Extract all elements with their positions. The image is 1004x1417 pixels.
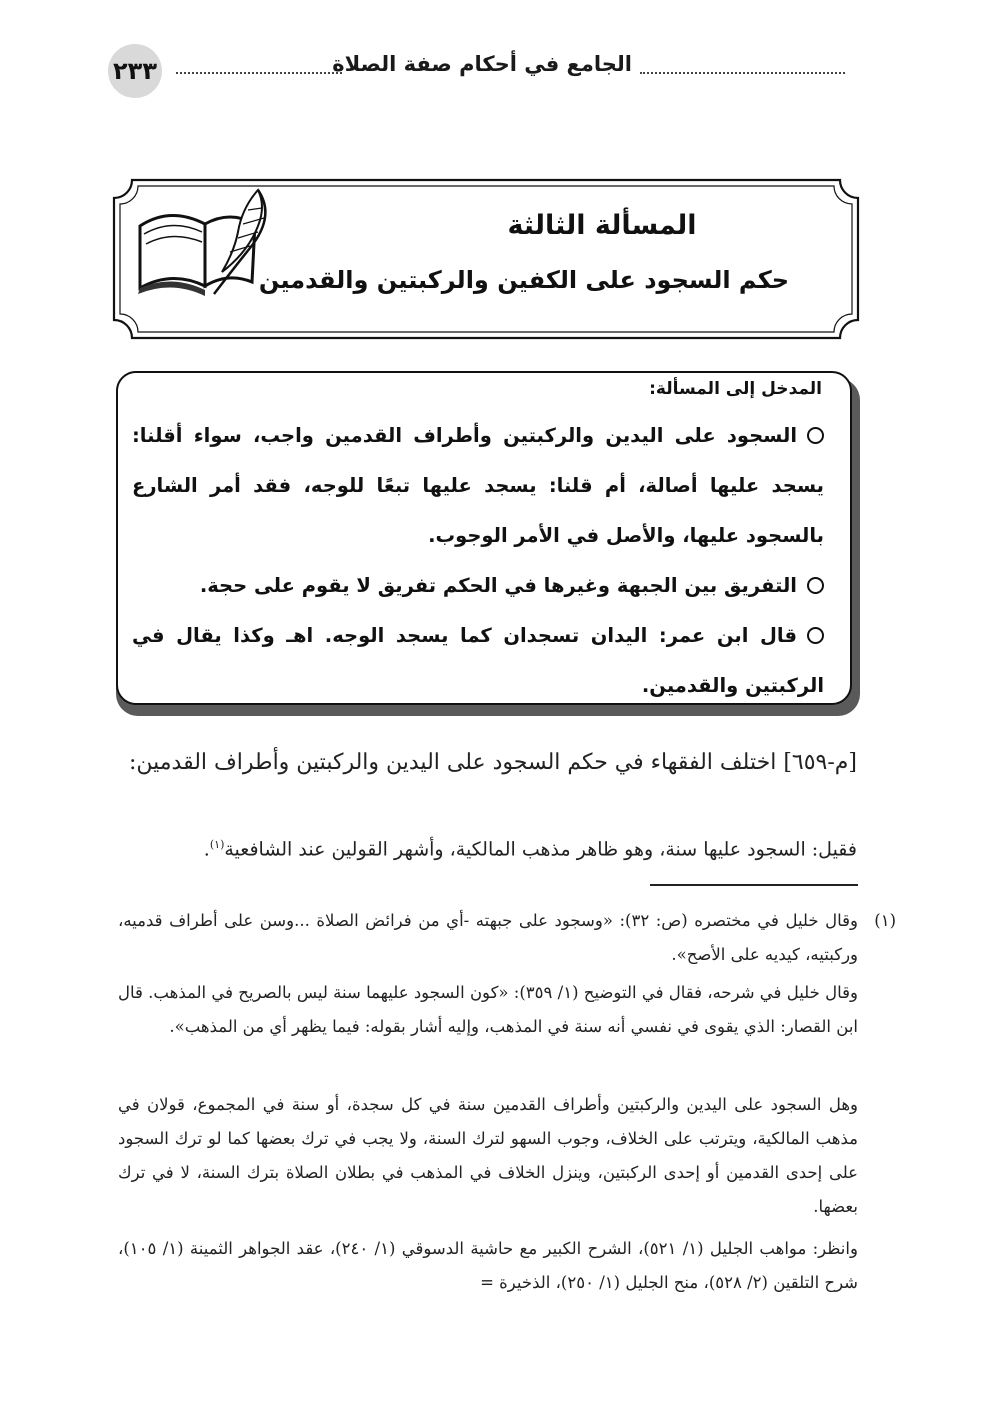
intro-point	[132, 611, 824, 711]
intro-point-text: قال ابن عمر: اليدان تسجدان كما يسجد الوجه. اهـ وكذا يقال في الركبتين والقدمين.	[132, 624, 824, 697]
circle-bullet-icon	[807, 427, 824, 444]
footnote-text: وقال خليل في شرحه، فقال في التوضيح (١/ ٣٥٩): «كون السجود عليهما سنة ليس بالصريح في المذهب. قال ابن القصار: الذي يقوى في نفسي أنه سنة في المذهب، وإليه أشار بقوله: فيما يظهر أي من المذهب».	[118, 983, 858, 1036]
book-title: الجامع في أحكام صفة الصلاة	[332, 52, 632, 76]
footnote-separator	[650, 884, 858, 886]
paragraph-text: اختلف الفقهاء في حكم السجود على اليدين والركبتين وأطراف القدمين:	[128, 750, 777, 775]
footnote-text: وهل السجود على اليدين والركبتين وأطراف القدمين سنة في كل سجدة، أو سنة في المجموع، قولان في مذهب المالكية، ويترتب على الخلاف، وجوب السهو لترك السنة، ولا يجب في ترك بعضها كما لو ترك السجود على إحدى القدمين أو إحدى الركبتين، وينزل الخلاف في المذهب في بطلان الصلاة بترك السنة، لا في ترك بعضها.	[118, 1095, 858, 1216]
book-feather-icon	[130, 186, 280, 306]
opinion-one	[204, 838, 857, 860]
paragraph-number: [م-٦٥٩]	[783, 750, 857, 775]
footnote-paragraph	[118, 904, 896, 972]
opinion-one-end: .	[203, 838, 210, 861]
intro-points	[132, 411, 824, 711]
issue-label: المسألة الثالثة	[507, 210, 697, 241]
footnote-text: وانظر: مواهب الجليل (١/ ٥٢١)، الشرح الكبير مع حاشية الدسوقي (١/ ٢٤٠)، عقد الجواهر الثمينة (١/ ١٠٥)، شرح التلقين (٢/ ٥٢٨)، منح الجليل (١/ ٢٥٠)، الذخيرة =	[118, 1239, 858, 1292]
opinion-one-text: فقيل: السجود عليها سنة، وهو ظاهر مذهب المالكية، وأشهر القولين عند الشافعية	[224, 838, 857, 861]
intro-point	[132, 561, 824, 611]
page-number: ٢٣٣	[108, 44, 162, 98]
circle-bullet-icon	[807, 577, 824, 594]
issue-title: حكم السجود على الكفين والركبتين والقدمين	[258, 266, 789, 294]
header-dots-right	[640, 72, 845, 74]
header-dots-left	[176, 72, 342, 74]
intro-point	[132, 411, 824, 561]
intro-point-text: السجود على اليدين والركبتين وأطراف القدمين واجب، سواء أقلنا: يسجد عليها أصالة، أم قلنا: يسجد عليها تبعًا للوجه، فقد أمر الشارع بالسجود عليها، والأصل في الأمر الوجوب.	[132, 424, 824, 547]
footnote-marker: (١)	[874, 911, 896, 930]
intro-heading: المدخل إلى المسألة:	[649, 379, 822, 399]
body-paragraph	[118, 740, 857, 786]
intro-box	[116, 371, 852, 705]
footnote-text: وقال خليل في مختصره (ص: ٣٢): «وسجود على جبهته -أي من فرائض الصلاة ...وسن على أطراف قدميه، وركبتيه، كيديه على الأصح».	[118, 911, 858, 964]
footnote-paragraph	[118, 1088, 858, 1224]
footnote-ref[interactable]: (١)	[209, 838, 225, 851]
circle-bullet-icon	[807, 627, 824, 644]
intro-point-text: التفريق بين الجبهة وغيرها في الحكم تفريق لا يقوم على حجة.	[199, 574, 797, 597]
footnote-paragraph	[118, 1232, 858, 1300]
footnote-paragraph	[118, 976, 858, 1044]
